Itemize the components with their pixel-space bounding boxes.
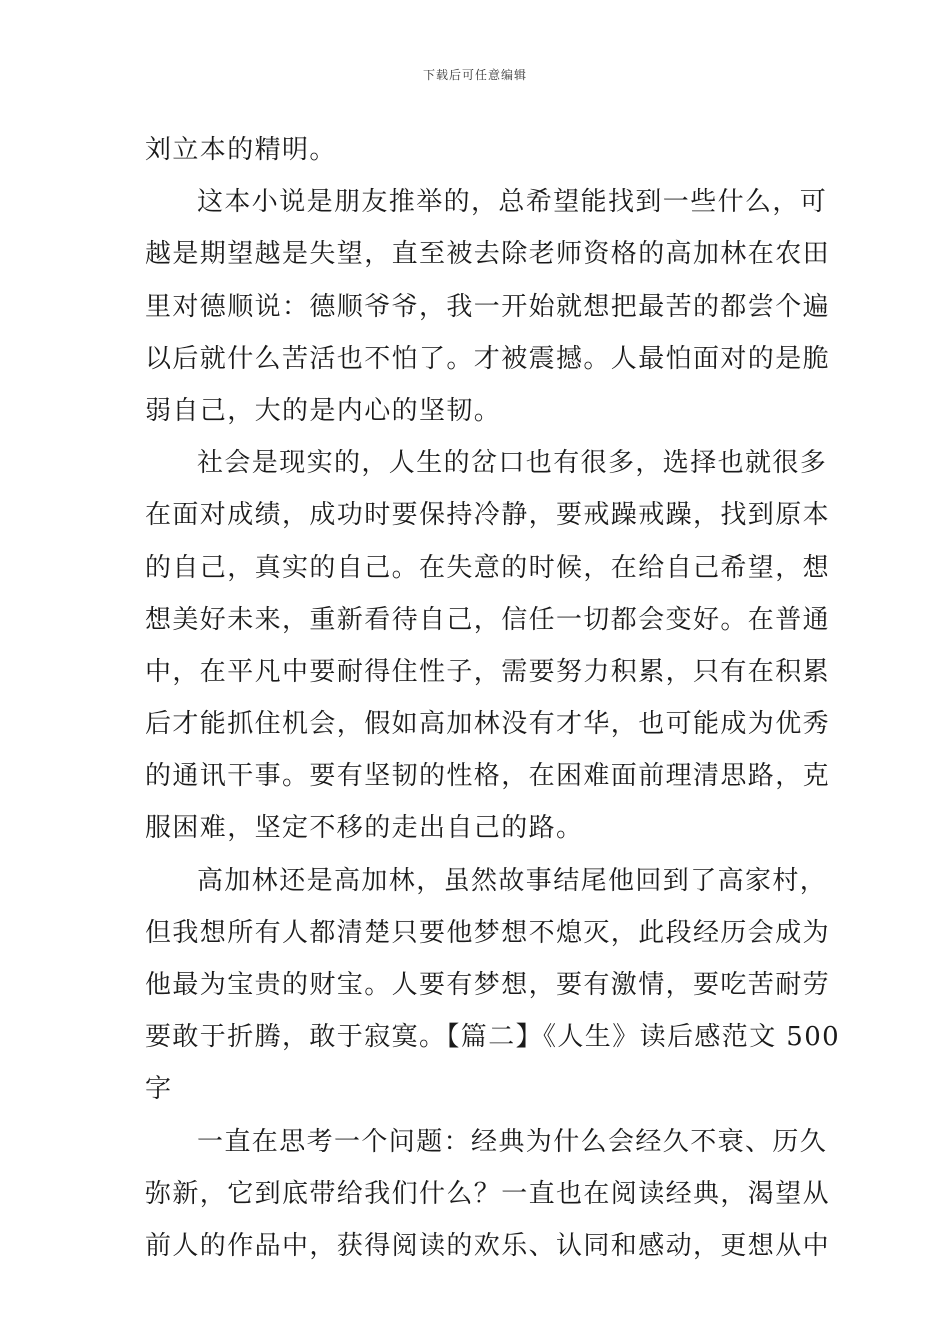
text-line: 以后就什么苦活也不怕了。才被震撼。人最怕面对的是脆	[145, 343, 831, 374]
text-line: 后才能抓住机会，假如高加林没有才华，也可能成为优秀	[145, 709, 831, 740]
text-line: 他最为宝贵的财宝。人要有梦想，要有激情，要吃苦耐劳	[145, 970, 831, 1000]
text-line: 前人的作品中，获得阅读的欢乐、认同和感动，更想从中	[145, 1230, 831, 1261]
text-line: 中，在平凡中要耐得住性子，需要努力积累，只有在积累	[145, 656, 831, 687]
text-line: 这本小说是朋友推举的，总希望能找到一些什么，可	[197, 187, 828, 218]
text-line: 要敢于折腾，敢于寂寞。【篇二】《人生》读后感范文 500	[145, 1022, 841, 1053]
text-line: 的自己，真实的自己。在失意的时候，在给自己希望，想	[145, 552, 831, 583]
text-line: 弥新，它到底带给我们什么？一直也在阅读经典，渴望从	[145, 1178, 831, 1209]
text-line: 字	[145, 1074, 173, 1105]
text-line: 但我想所有人都清楚只要他梦想不熄灭，此段经历会成为	[145, 917, 831, 948]
text-line: 服困难，坚定不移的走出自己的路。	[145, 813, 584, 844]
page-header: 下载后可任意编辑	[422, 68, 527, 82]
text-line: 社会是现实的，人生的岔口也有很多，选择也就很多	[197, 448, 828, 479]
text-line: 在面对成绩，成功时要保持冷静，要戒躁戒躁，找到原本	[145, 500, 831, 531]
text-line: 弱自己，大的是内心的坚韧。	[145, 395, 502, 426]
text-line: 越是期望越是失望，直至被去除老师资格的高加林在农田	[145, 239, 831, 270]
text-line: 一直在思考一个问题：经典为什么会经久不衰、历久	[197, 1126, 828, 1157]
document-body	[145, 124, 841, 1272]
text-line: 高加林还是高加林，虽然故事结尾他回到了高家村，	[197, 865, 828, 896]
text-line: 的通讯干事。要有坚韧的性格，在困难面前理清思路，克	[145, 761, 831, 792]
text-line: 刘立本的精明。	[145, 135, 337, 165]
text-line: 想美好未来，重新看待自己，信任一切都会变好。在普通	[145, 604, 831, 635]
text-line: 里对德顺说：德顺爷爷，我一开始就想把最苦的都尝个遍	[145, 291, 831, 322]
